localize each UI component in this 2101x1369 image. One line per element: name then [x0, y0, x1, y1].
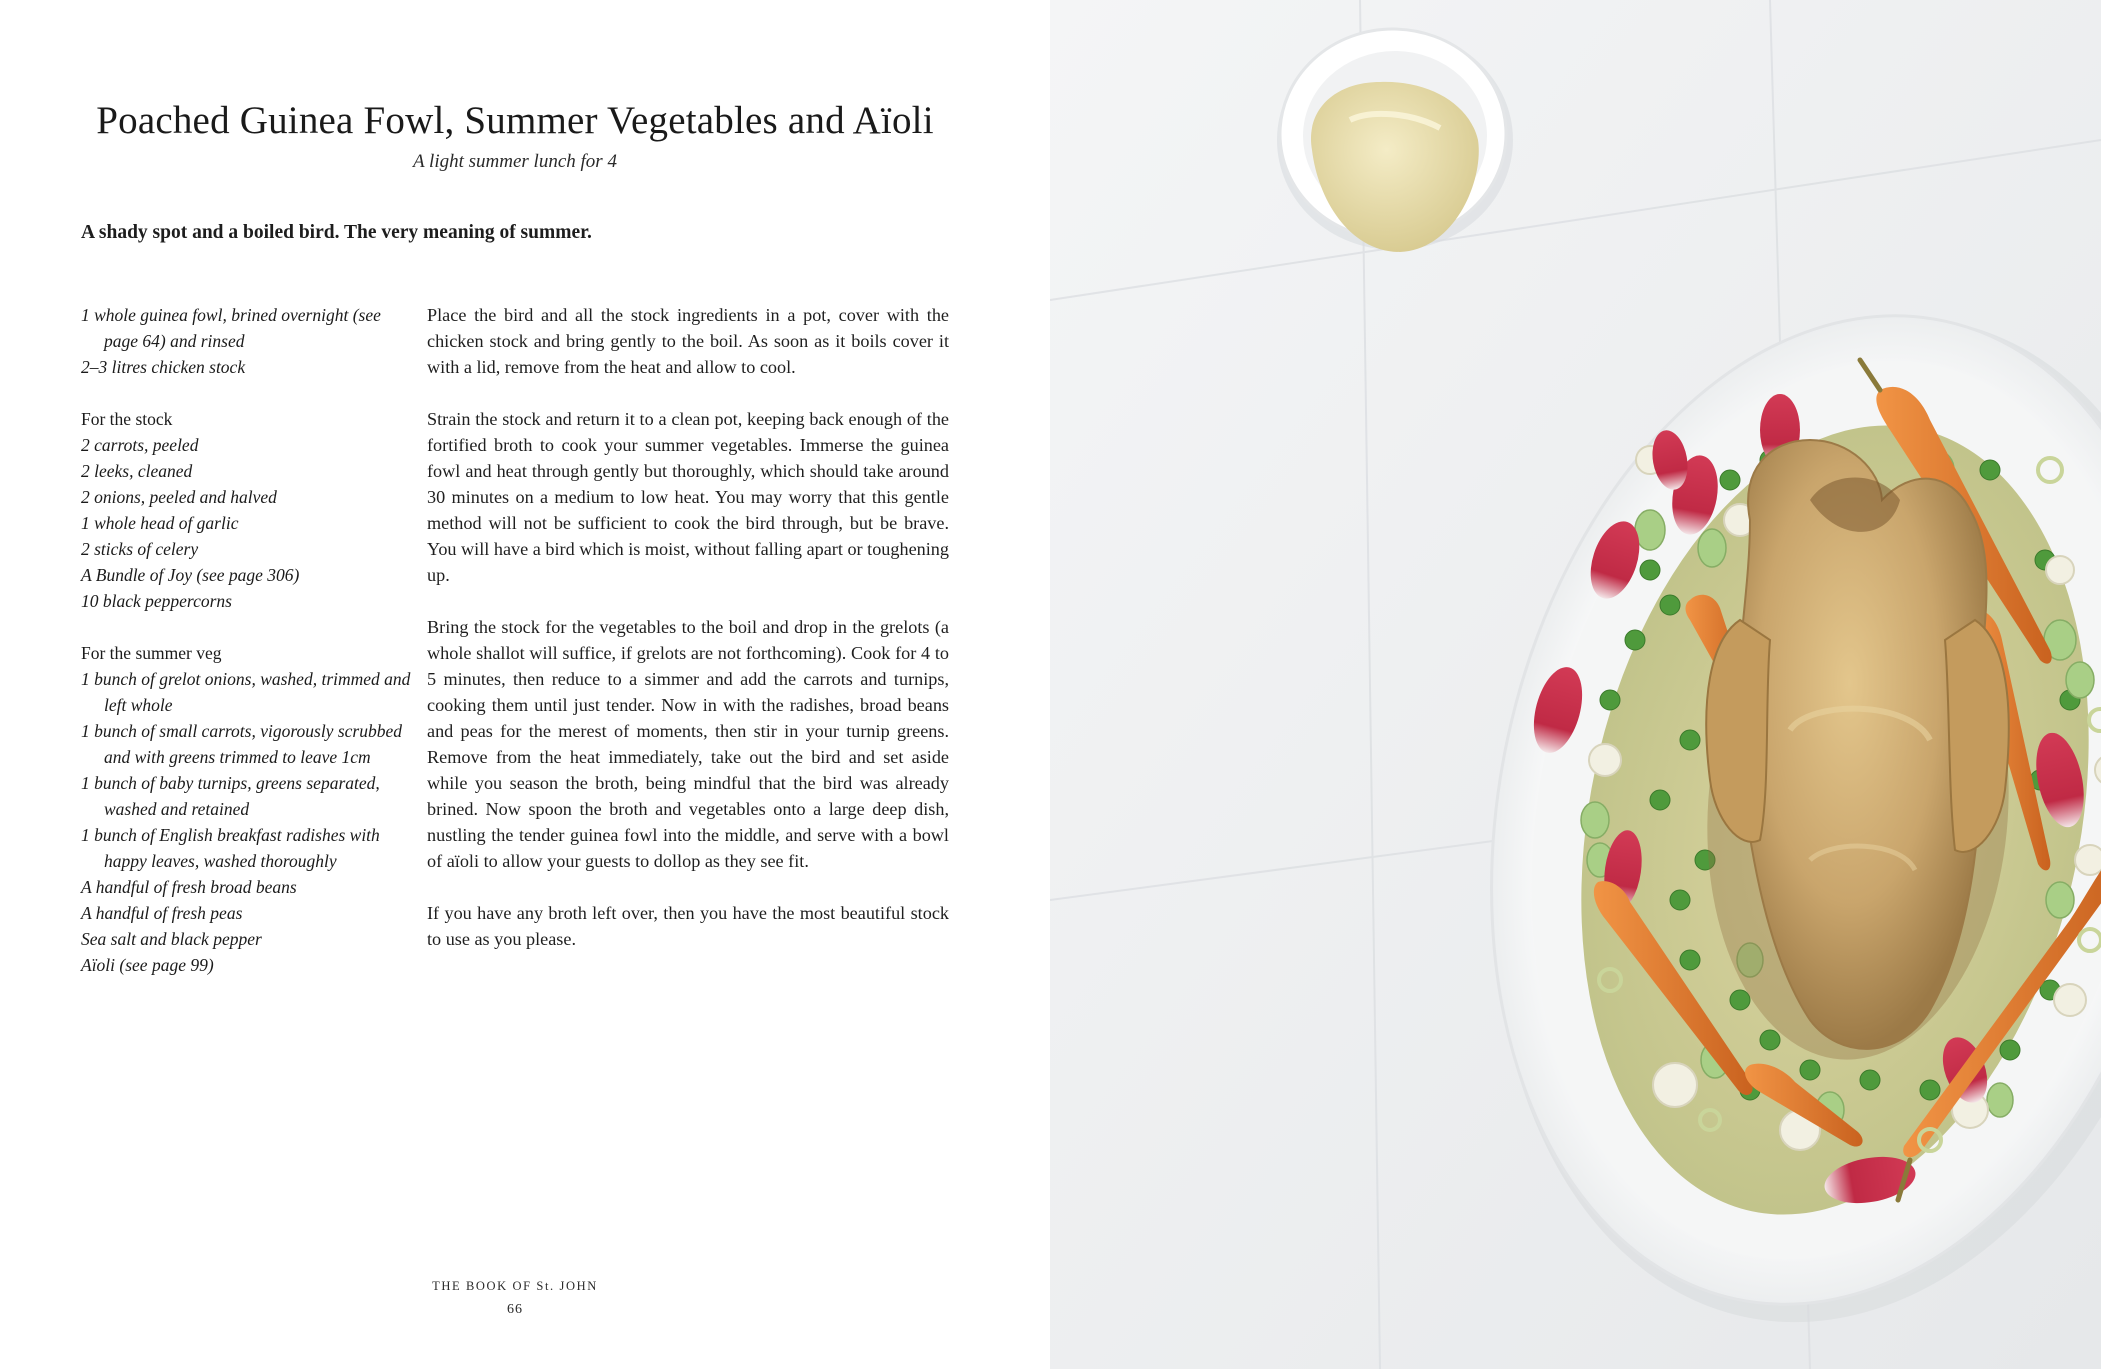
ingredients-main [81, 302, 411, 380]
ingredient-line: 1 whole guinea fowl, brined overnight (see page 64) and rinsed [81, 305, 381, 351]
method-paragraph: Place the bird and all the stock ingredients in a pot, cover with the chicken stock and bring gently to the boil. As soon as it boils cover it with a lid, remove from the heat and allow to cool. [427, 305, 949, 377]
ingredient-line: 2 carrots, peeled [81, 435, 199, 455]
ingredient-line: 1 bunch of baby turnips, greens separated, washed and retained [81, 773, 380, 819]
ingredient-line: A Bundle of Joy (see page 306) [81, 565, 300, 585]
recipe-page [0, 0, 1050, 1369]
ingredient-line: 10 black peppercorns [81, 591, 232, 611]
ingredient-line: 1 bunch of small carrots, vigorously scrubbed and with greens trimmed to leave 1cm [81, 721, 402, 767]
method-paragraph: Strain the stock and return it to a clean pot, keeping back enough of the fortified broth to cook your summer vegetables. Immerse the guinea fowl and heat through gently but thoroughly, which should take around 30 minutes on a medium to low heat. You may worry that this gentle method will not be sufficient to cook the bird through, but be brave. You will have a bird which is moist, without falling apart or toughening up. [427, 409, 949, 585]
ingredient-line: 2 onions, peeled and halved [81, 487, 277, 507]
method-paragraph: If you have any broth left over, then you have the most beautiful stock to use as you please. [427, 903, 949, 949]
method-paragraph: Bring the stock for the vegetables to the boil and drop in the grelots (a whole shallot will suffice, if grelots are not forthcoming). Cook for 4 to 5 minutes, then reduce to a simmer and add the carrots and turnips, cooking them until just tender. Now in with the radishes, broad beans and peas for the merest of moments, then stir in your turnip greens. Remove from the heat immediately, take out the bird and set aside while you season the broth, being mindful that the bird was already brined. Now spoon the broth and vegetables onto a large deep dish, nustling the tender guinea fowl into the middle, and serve with a bowl of aïoli to allow your guests to dollop as they see fit. [427, 617, 949, 871]
ingredients-stock [81, 406, 411, 614]
ingredient-line: 2 sticks of celery [81, 539, 199, 559]
ingredient-line: Sea salt and black pepper [81, 929, 262, 949]
dish-photo [1050, 0, 2101, 1369]
ingredients-column [81, 302, 411, 1004]
method-column [427, 302, 949, 978]
page-number: 66 [507, 1302, 523, 1317]
ingredient-line: 1 bunch of grelot onions, washed, trimmed and left whole [81, 669, 411, 715]
ingredients-stock-heading: For the stock [81, 409, 173, 429]
ingredient-line: 2–3 litres chicken stock [81, 357, 246, 377]
ingredient-line: 1 bunch of English breakfast radishes with happy leaves, washed thoroughly [81, 825, 380, 871]
recipe-subtitle: A light summer lunch for 4 [413, 151, 617, 172]
ingredient-line: 1 whole head of garlic [81, 513, 239, 533]
ingredient-line: A handful of fresh peas [81, 903, 243, 923]
recipe-intro: A shady spot and a boiled bird. The very meaning of summer. [81, 222, 592, 243]
ingredients-veg [81, 640, 411, 978]
recipe-title: Poached Guinea Fowl, Summer Vegetables and Aïoli [96, 99, 934, 142]
running-footer: THE BOOK OF St. JOHN [432, 1279, 598, 1293]
ingredient-line: 2 leeks, cleaned [81, 461, 193, 481]
ingredient-line: Aïoli (see page 99) [81, 955, 214, 975]
aioli-bowl [1277, 29, 1513, 252]
ingredient-line: A handful of fresh broad beans [81, 877, 297, 897]
ingredients-veg-heading: For the summer veg [81, 643, 222, 663]
